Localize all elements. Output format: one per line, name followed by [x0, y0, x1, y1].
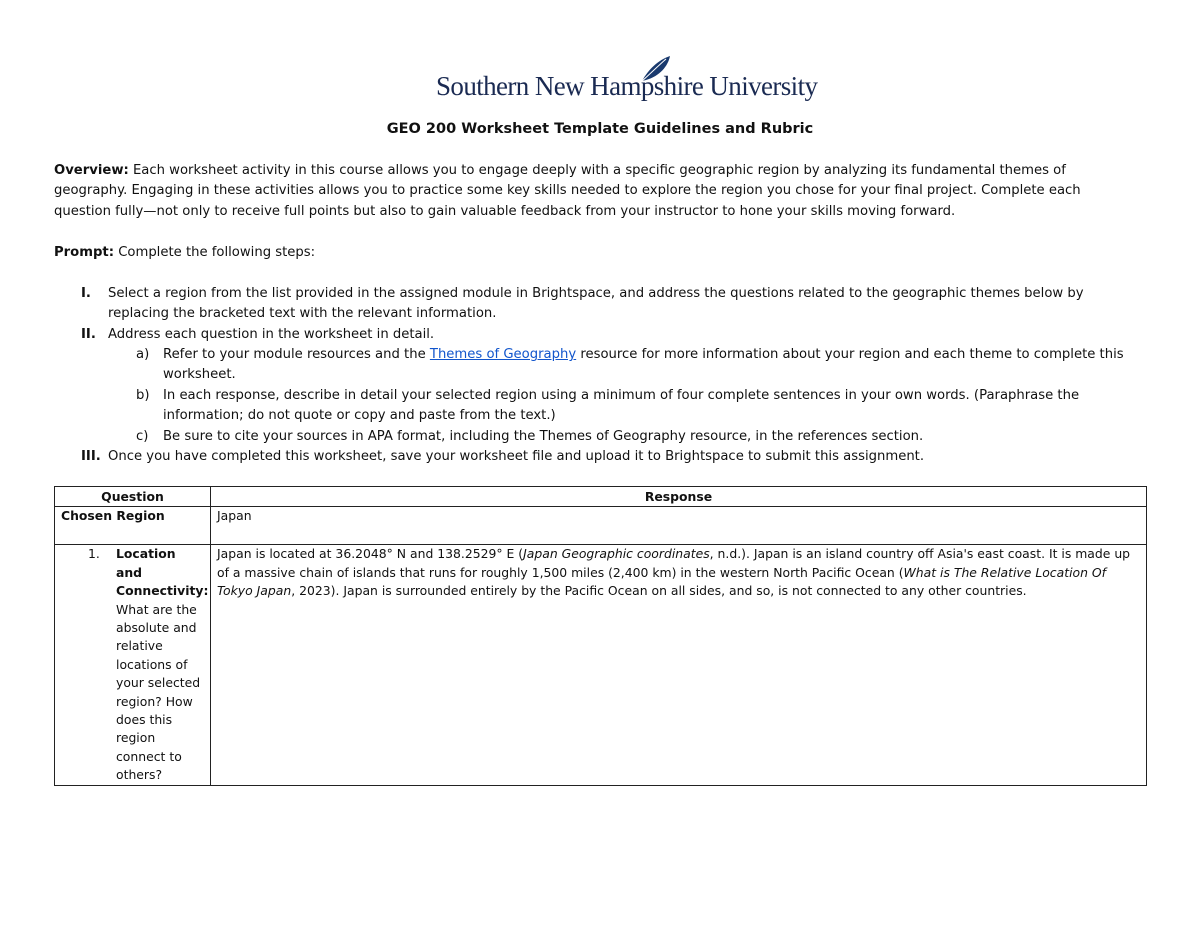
substep-letter: b)	[136, 388, 150, 403]
substep-letter: c)	[136, 429, 149, 444]
overview-label: Overview:	[54, 163, 129, 178]
overview-paragraph	[54, 161, 1154, 222]
prompt-paragraph: Prompt: Complete the following steps:	[54, 245, 316, 260]
chosen-region-label: Chosen Region	[55, 507, 211, 545]
step-number: III.	[81, 449, 101, 464]
header-question: Question	[55, 487, 211, 507]
question-number: 1.	[88, 546, 100, 562]
leaf-icon	[638, 54, 672, 84]
substep-text: Be sure to cite your sources in APA format, including the Themes of Geography resource, in the references section.	[163, 429, 924, 444]
table-row	[55, 545, 1147, 785]
logo-wordmark: Southern New Hampshire University	[436, 71, 818, 101]
worksheet-table	[54, 486, 1147, 786]
university-logo	[436, 54, 818, 104]
chosen-region-value[interactable]: Japan	[211, 507, 1147, 545]
substep-letter: a)	[136, 347, 150, 362]
step-number: I.	[81, 286, 91, 301]
step-number: II.	[81, 327, 96, 342]
substep-text: In each response, describe in detail your selected region using a minimum of four complete sentences in your own words. (Paraphrase the	[163, 388, 1080, 403]
step-text: replacing the bracketed text with the relevant information.	[108, 306, 497, 321]
substep-text: Refer to your module resources and the Themes of Geography resource for more information about your region and each theme to complete this	[163, 347, 1124, 362]
substep-text: information; do not quote or copy and paste from the text.)	[163, 408, 556, 423]
overview-line: question fully—not only to receive full points but also to gain valuable feedback from your instructor to hone your skills moving forward.	[54, 203, 956, 219]
table-row	[55, 507, 1147, 545]
prompt-label: Prompt:	[54, 245, 114, 260]
response-cell[interactable]: Japan is located at 36.2048° N and 138.2529° E (Japan Geographic coordinates, n.d.). Japan is an island country off Asia's east coast. It is made up of a massive chain of islands that runs for roughly 1,500 miles (2,400 km) in the western North Pacific Ocean (What is The Relative Location Of Tokyo Japan, 2023). Japan is surrounded entirely by the Pacific Ocean on all sides, and so, is not connected to any other countries.	[211, 545, 1147, 785]
question-cell	[55, 545, 211, 785]
themes-of-geography-link[interactable]: Themes of Geography	[429, 347, 577, 362]
overview-line: geography. Engaging in these activities allows you to practice some key skills needed to explore the region you chose for your final project. Complete each	[54, 183, 1081, 199]
substep-text: worksheet.	[163, 367, 236, 382]
overview-line: Overview: Each worksheet activity in this course allows you to engage deeply with a specific geographic region by analyzing its fundamental themes of	[54, 163, 1066, 178]
header-response: Response	[211, 487, 1147, 507]
step-text: Select a region from the list provided in the assigned module in Brightspace, and address the questions related to the geographic themes below by	[108, 286, 1084, 301]
table-header-row	[55, 487, 1147, 507]
question-text: Location and Connectivity: What are the absolute and relative locations of your selected region? How does this region connect to others?	[116, 546, 209, 783]
step-text: Address each question in the worksheet in detail.	[108, 327, 435, 342]
step-text: Once you have completed this worksheet, save your worksheet file and upload it to Brightspace to submit this assignment.	[108, 449, 925, 464]
page-title: GEO 200 Worksheet Template Guidelines and Rubric	[386, 121, 814, 137]
